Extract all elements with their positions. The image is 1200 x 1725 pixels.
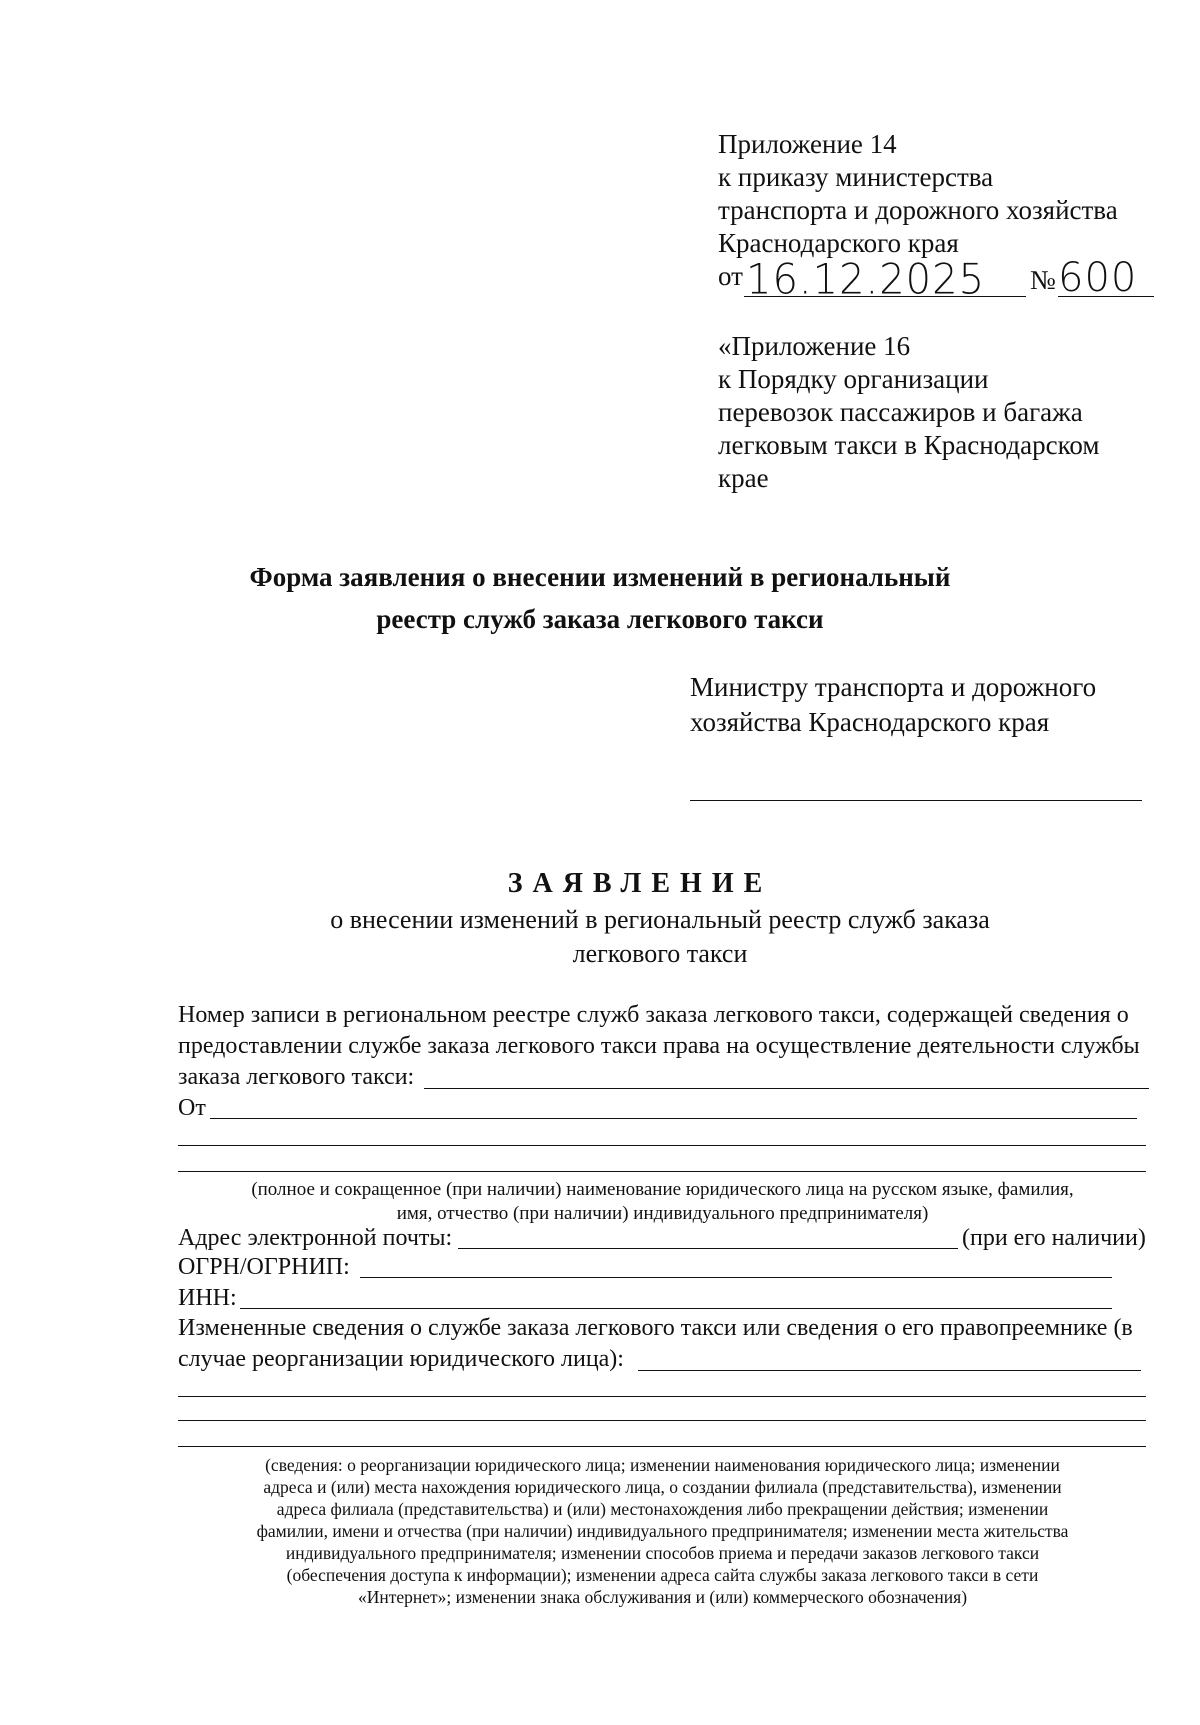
appendix2-line: крае — [718, 463, 769, 493]
order-date-handwritten: 16.12.2025 — [746, 255, 986, 305]
changes-caption-line: адреса и (или) места нахождения юридического лица, о создании филиала (представительства), изменении — [263, 1477, 1062, 1497]
appendix-line: транспорта и дорожного хозяйства — [718, 195, 1118, 225]
document-subtitle-line: о внесении изменений в региональный реестр служб заказа — [330, 905, 990, 934]
changes-caption-line: (обеспечения доступа к информации); изменении адреса сайта службы заказа легкового такси в сети — [286, 1565, 1039, 1585]
from-field[interactable] — [210, 1118, 1137, 1119]
changes-caption-line: (сведения: о реорганизации юридического лица; изменении наименования юридического лица; изменении — [265, 1455, 1060, 1475]
changes-text: Измененные сведения о службе заказа легкового такси или сведения о его правопреемнике (в — [178, 1315, 1133, 1341]
form-title — [0, 556, 1200, 640]
record-number-field[interactable] — [424, 1088, 1149, 1089]
changes-caption — [170, 1454, 1155, 1608]
addressee-line: хозяйства Краснодарского края — [690, 707, 1050, 737]
changes-field-line-3[interactable] — [178, 1420, 1146, 1421]
appendix2-line: «Приложение 16 — [718, 331, 911, 361]
appendix-line: к приказу министерства — [718, 162, 994, 192]
appendix-line: Краснодарского края — [718, 228, 959, 258]
form-title-line: Форма заявления о внесении изменений в региональный — [249, 562, 951, 592]
appendix2-line: перевозок пассажиров и багажа — [718, 397, 1083, 427]
changes-field[interactable] — [638, 1370, 1141, 1371]
ogrn-field[interactable] — [360, 1277, 1112, 1278]
form-title-line: реестр служб заказа легкового такси — [376, 604, 824, 634]
order-number-underline — [1058, 296, 1154, 297]
addressee-block — [690, 670, 1096, 740]
appendix-block — [718, 128, 1188, 305]
appendix2-line: к Порядку организации — [718, 364, 989, 394]
appendix2-line: легковым такси в Краснодарском — [718, 430, 1100, 460]
email-note: (при его наличии) — [962, 1225, 1146, 1251]
record-number-text: предоставлении службе заказа легкового такси права на осуществление деятельности службы — [178, 1033, 1140, 1059]
from-field-line-3[interactable] — [178, 1171, 1146, 1172]
from-label: От — [178, 1095, 206, 1121]
name-caption-line: (полное и сокращенное (при наличии) наименование юридического лица на русском языке, фамилия, — [251, 1179, 1074, 1200]
changes-field-line-4[interactable] — [178, 1446, 1146, 1447]
changes-caption-line: индивидуального предпринимателя; изменении способов приема и передачи заказов легкового такси — [285, 1543, 1040, 1563]
changes-field-line-2[interactable] — [178, 1396, 1146, 1397]
email-field[interactable] — [458, 1248, 958, 1249]
document-title: ЗАЯВЛЕНИЕ — [507, 868, 773, 899]
order-date-row — [718, 255, 1188, 305]
appendix2-block — [718, 330, 1188, 495]
order-number-handwritten: 600 — [1058, 255, 1138, 301]
name-caption — [170, 1178, 1155, 1226]
addressee-signature-line — [690, 800, 1142, 801]
document-subtitle-line: легкового такси — [572, 939, 748, 968]
document-subtitle — [0, 903, 1200, 971]
email-label: Адрес электронной почты: — [178, 1225, 453, 1251]
inn-label: ИНН: — [178, 1285, 237, 1311]
record-number-label: заказа легкового такси: — [178, 1064, 415, 1090]
date-prefix: от — [718, 261, 743, 291]
changes-caption-line: адреса филиала (представительства) и (или) местонахождения либо прекращении действия; изменении — [276, 1499, 1049, 1519]
changes-caption-line: фамилии, имени и отчества (при наличии) индивидуального предпринимателя; изменении места жительства — [256, 1521, 1069, 1541]
changes-caption-line: «Интернет»; изменении знака обслуживания и (или) коммерческого обозначения) — [357, 1587, 968, 1607]
order-date-underline — [744, 296, 1026, 297]
number-prefix: № — [1030, 265, 1056, 295]
ogrn-label: ОГРН/ОГРНИП: — [178, 1254, 350, 1280]
inn-field[interactable] — [240, 1308, 1112, 1309]
record-number-text: Номер записи в региональном реестре служб заказа легкового такси, содержащей сведения о — [178, 1002, 1129, 1028]
changes-label: случае реорганизации юридического лица): — [178, 1346, 624, 1372]
from-field-line-2[interactable] — [178, 1145, 1146, 1146]
addressee-line: Министру транспорта и дорожного — [690, 672, 1097, 702]
name-caption-line: имя, отчество (при наличии) индивидуального предпринимателя) — [396, 1203, 929, 1224]
appendix-line: Приложение 14 — [718, 129, 897, 159]
